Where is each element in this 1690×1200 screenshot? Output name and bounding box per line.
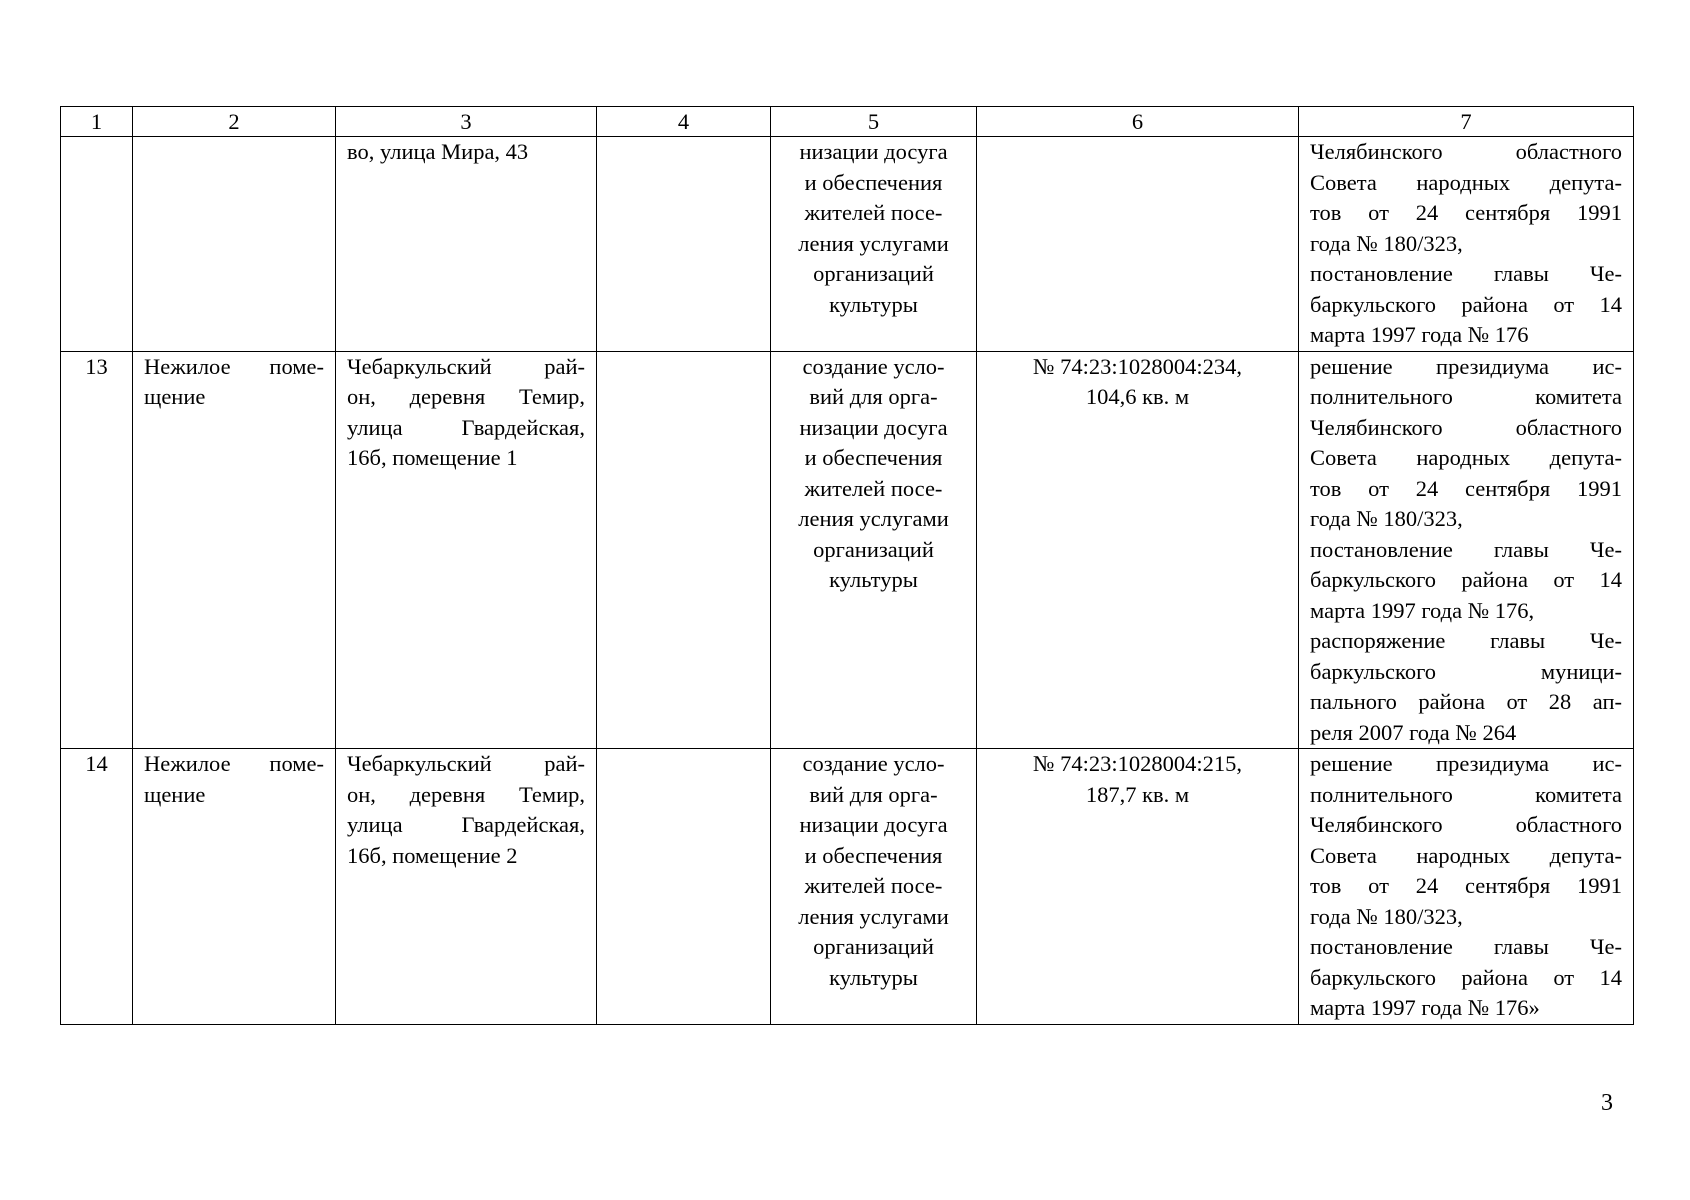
basis-line: баркульского района от 14	[1310, 291, 1622, 317]
basis-line: марта 1997 года № 176,	[1310, 597, 1535, 623]
name-line: Нежилое поме-	[144, 353, 324, 379]
table-header	[61, 107, 1634, 137]
row-number-cell: 14	[61, 749, 133, 1025]
table-row	[61, 749, 1634, 1025]
cadastral-cell	[977, 749, 1299, 1025]
purpose-line: организаций	[813, 261, 934, 286]
purpose-line: ления услугами	[798, 903, 949, 929]
header-col-7: 7	[1299, 107, 1634, 137]
basis-line: тов от 24 сентября 1991	[1310, 475, 1622, 501]
basis-line: Совета народных депута-	[1310, 445, 1622, 470]
purpose-line: ления услугами	[798, 506, 949, 531]
basis-line: постановление главы Че-	[1310, 536, 1622, 562]
purpose-line: жителей посе-	[804, 475, 943, 501]
purpose-line: культуры	[829, 291, 918, 317]
address-cell	[336, 351, 597, 749]
basis-line: баркульского района от 14	[1310, 567, 1622, 592]
header-col-2: 2	[133, 107, 336, 137]
basis-line: реля 2007 года № 264	[1310, 719, 1517, 745]
address-cell	[336, 749, 597, 1025]
header-col-1: 1	[61, 107, 133, 137]
cadastral-line: № 74:23:1028004:215,	[1033, 751, 1242, 776]
basis-line: Совета народных депута-	[1310, 842, 1622, 868]
col4-cell	[597, 351, 771, 749]
basis-cell	[1299, 137, 1634, 352]
basis-line: баркульского муници-	[1310, 658, 1622, 684]
basis-line: пального района от 28 ап-	[1310, 689, 1622, 714]
basis-line: распоряжение главы Че-	[1310, 628, 1622, 653]
purpose-line: вий для орга-	[809, 384, 938, 409]
address-line: он, деревня Темир,	[347, 781, 585, 807]
header-row	[61, 107, 1634, 137]
cadastral-line: 104,6 кв. м	[1085, 384, 1190, 409]
basis-line: марта 1997 года № 176»	[1310, 995, 1540, 1020]
cadastral-line: 187,7 кв. м	[1085, 781, 1190, 807]
basis-cell	[1299, 749, 1634, 1025]
basis-line: тов от 24 сентября 1991	[1310, 873, 1622, 898]
table-row	[61, 351, 1634, 749]
header-col-4: 4	[597, 107, 771, 137]
purpose-line: ления услугами	[798, 230, 949, 256]
basis-line: решение президиума ис-	[1310, 751, 1622, 776]
address-line: 16б, помещение 1	[347, 445, 518, 470]
purpose-line: низации досуга	[799, 414, 948, 440]
basis-line: полнительного комитета	[1310, 781, 1622, 807]
basis-line: Совета народных депута-	[1310, 169, 1622, 195]
purpose-cell	[771, 749, 977, 1025]
purpose-line: низации досуга	[799, 139, 948, 164]
purpose-line: вий для орга-	[809, 781, 938, 807]
address-cell	[336, 137, 597, 352]
page-number: 3	[1601, 1090, 1613, 1116]
cadastral-line: № 74:23:1028004:234,	[1033, 353, 1242, 379]
purpose-line: культуры	[829, 567, 918, 592]
row-number-cell	[61, 137, 133, 352]
cadastral-cell	[977, 137, 1299, 352]
basis-line: года № 180/323,	[1310, 230, 1463, 256]
col4-cell	[597, 137, 771, 352]
cadastral-cell	[977, 351, 1299, 749]
basis-line: года № 180/323,	[1310, 903, 1463, 929]
basis-line: марта 1997 года № 176	[1310, 322, 1529, 347]
purpose-line: культуры	[829, 964, 918, 990]
address-line: 16б, помещение 2	[347, 842, 518, 868]
object-name-cell	[133, 749, 336, 1025]
col4-cell	[597, 749, 771, 1025]
basis-line: решение президиума ис-	[1310, 353, 1622, 379]
name-line: щение	[144, 781, 206, 807]
table-row	[61, 137, 1634, 352]
address-line: улица Гвардейская,	[347, 414, 585, 440]
basis-line: года № 180/323,	[1310, 506, 1463, 531]
basis-cell	[1299, 351, 1634, 749]
address-line: Чебаркульский рай-	[347, 353, 585, 379]
purpose-line: жителей посе-	[804, 200, 943, 225]
purpose-line: создание усло-	[802, 751, 945, 776]
basis-line: Челябинского областного	[1310, 139, 1622, 164]
object-name-cell	[133, 137, 336, 352]
purpose-line: и обеспечения	[804, 842, 943, 868]
header-col-6: 6	[977, 107, 1299, 137]
basis-line: баркульского района от 14	[1310, 964, 1622, 990]
basis-line: полнительного комитета	[1310, 384, 1622, 409]
basis-line: Челябинского областного	[1310, 414, 1622, 440]
purpose-line: низации досуга	[799, 812, 948, 837]
address-line: Чебаркульский рай-	[347, 751, 585, 776]
row-number-cell: 13	[61, 351, 133, 749]
purpose-line: организаций	[813, 536, 934, 562]
purpose-line: и обеспечения	[804, 169, 943, 195]
address-line: улица Гвардейская,	[347, 812, 585, 837]
property-table	[60, 106, 1634, 1025]
purpose-line: организаций	[813, 934, 934, 959]
purpose-line: и обеспечения	[804, 445, 943, 470]
address-line: он, деревня Темир,	[347, 384, 585, 409]
object-name-cell	[133, 351, 336, 749]
basis-line: Челябинского областного	[1310, 812, 1622, 837]
purpose-cell	[771, 351, 977, 749]
purpose-cell	[771, 137, 977, 352]
name-line: Нежилое поме-	[144, 751, 324, 776]
basis-line: постановление главы Че-	[1310, 261, 1622, 286]
basis-line: тов от 24 сентября 1991	[1310, 200, 1622, 225]
basis-line: постановление главы Че-	[1310, 934, 1622, 959]
purpose-line: жителей посе-	[804, 873, 943, 898]
address-line: во, улица Мира, 43	[347, 139, 529, 164]
header-col-3: 3	[336, 107, 597, 137]
name-line: щение	[144, 384, 206, 409]
header-col-5: 5	[771, 107, 977, 137]
purpose-line: создание усло-	[802, 353, 945, 379]
table-body	[61, 137, 1634, 1025]
